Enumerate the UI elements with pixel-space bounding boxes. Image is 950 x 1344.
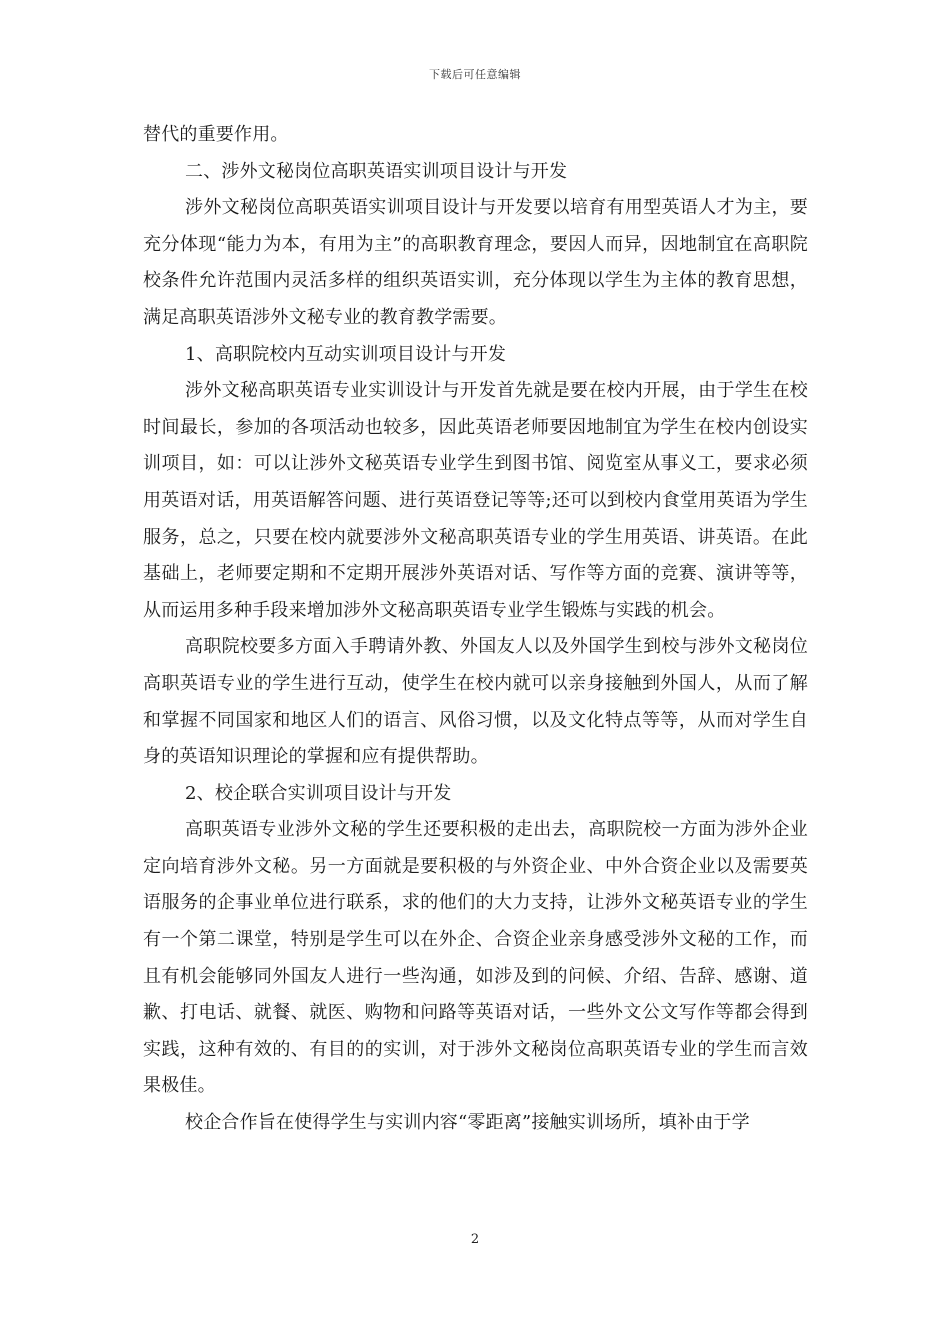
paragraph: 涉外文秘岗位高职英语实训项目设计与开发要以培育有用型英语人才为主，要充分体现“能力为本，有用为主”的高职教育理念，要因人而异，因地制宜在高职院校条件允许范围内灵活多样的组织英语实训，充分体现以学生为主体的教育思想，满足高职英语涉外文秘专业的教育教学需要。 <box>143 197 808 328</box>
paragraph: 涉外文秘高职英语专业实训设计与开发首先就是要在校内开展，由于学生在校时间最长，参加的各项活动也较多，因此英语老师要因地制宜为学生在校内创设实训项目，如：可以让涉外文秘英语专业学生到图书馆、阅览室从事义工，要求必须用英语对话，用英语解答问题、进行英语登记等等;还可以到校内食堂用英语为学生服务，总之，只要在校内就要涉外文秘高职英语专业的学生用英语、讲英语。在此基础上，老师要定期和不定期开展涉外英语对话、写作等方面的竞赛、演讲等等，从而运用多种手段来增加涉外文秘高职英语专业学生锻炼与实践的机会。 <box>143 380 808 621</box>
paragraph: 高职院校要多方面入手聘请外教、外国友人以及外国学生到校与涉外文秘岗位高职英语专业的学生进行互动，使学生在校内就可以亲身接触到外国人，从而了解和掌握不同国家和地区人们的语言、风俗习惯，以及文化特点等等，从而对学生自身的英语知识理论的掌握和应有提供帮助。 <box>143 636 808 768</box>
paragraph: 校企合作旨在使得学生与实训内容“零距离”接触实训场所，填补由于学 <box>185 1112 750 1134</box>
paragraph-continuation: 替代的重要作用。 <box>143 124 289 145</box>
subsection-heading: 1、高职院校内互动实训项目设计与开发 <box>185 343 507 365</box>
body-text <box>143 117 808 1142</box>
subsection-heading: 2、校企联合实训项目设计与开发 <box>185 782 452 804</box>
paragraph: 高职英语专业涉外文秘的学生还要积极的走出去，高职院校一方面为涉外企业定向培育涉外文秘。另一方面就是要积极的与外资企业、中外合资企业以及需要英语服务的企事业单位进行联系，求的他们的大力支持，让涉外文秘英语专业的学生有一个第二课堂，特别是学生可以在外企、合资企业亲身感受涉外文秘的工作，而且有机会能够同外国友人进行一些沟通，如涉及到的问候、介绍、告辞、感谢、道歉、打电话、就餐、就医、购物和问路等英语对话，一些外文公文写作等都会得到实践，这种有效的、有目的的实训，对于涉外文秘岗位高职英语专业的学生而言效果极佳。 <box>143 819 808 1097</box>
page-number: 2 <box>470 1232 480 1247</box>
page-header: 下载后可任意编辑 <box>429 68 521 81</box>
section-heading: 二、涉外文秘岗位高职英语实训项目设计与开发 <box>185 160 568 182</box>
